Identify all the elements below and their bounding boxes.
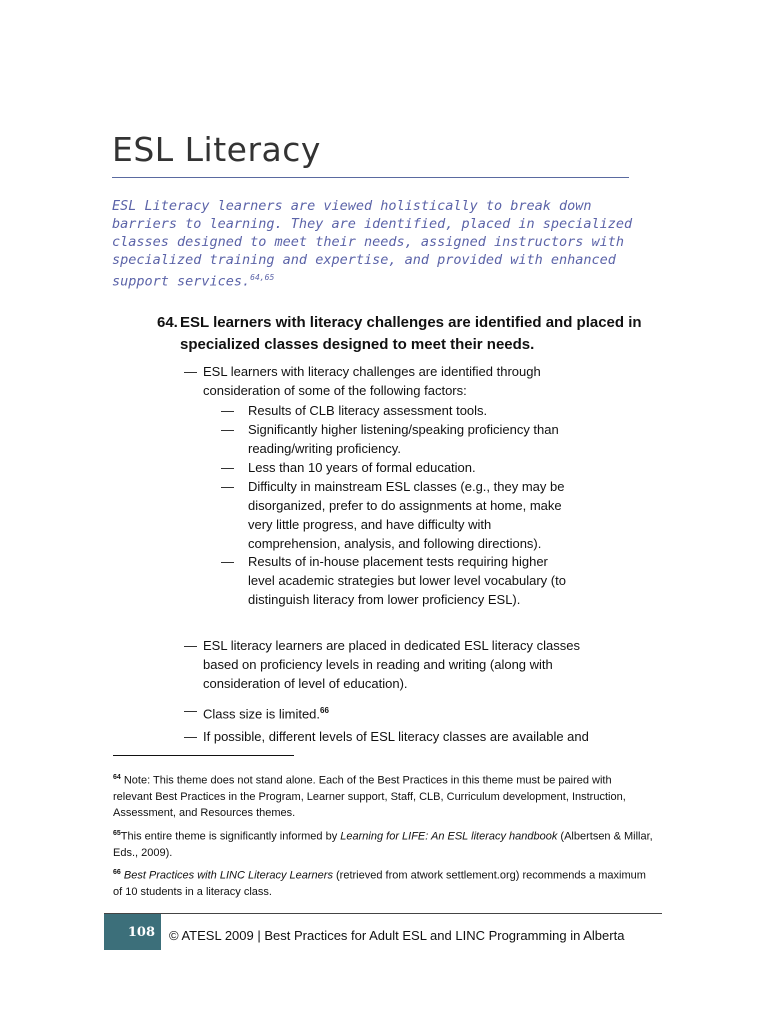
sub-bullet-text: Significantly higher listening/speaking proficiency than reading/writing proficiency. [248, 422, 559, 456]
footnote-number: 66 [113, 869, 121, 876]
best-practice-number: 64. [157, 314, 178, 331]
bullet-dash: — [221, 422, 234, 437]
footnote-number: 65 [113, 830, 121, 837]
sub-bullet [221, 477, 571, 553]
page-title: ESL Literacy [112, 130, 321, 169]
intro-footnote-refs: 64,65 [250, 273, 275, 282]
footnote-text: This entire theme is significantly informed by [120, 830, 341, 843]
bullet-dash: — [221, 403, 234, 418]
sub-bullet [221, 552, 571, 609]
intro-paragraph [112, 197, 647, 291]
bullet-text: Class size is limited. [203, 706, 321, 722]
bullet-dash: — [184, 703, 197, 718]
bullet-dash: — [221, 460, 234, 475]
bullet-text: If possible, different levels of ESL literacy classes are available and [203, 729, 589, 744]
footnote-64 [113, 770, 653, 821]
sub-bullet [221, 420, 571, 458]
footnote-text: (retrieved from atwork settlement.org) recommends a maximum of 10 students in a literacy class. [113, 869, 646, 898]
footnote-66 [113, 865, 653, 900]
footer-divider [104, 913, 662, 914]
page-number: 108 [127, 924, 155, 940]
best-practice-title: ESL learners with literacy challenges are identified and placed in specialized classes designed to meet their needs. [180, 314, 642, 353]
sub-bullet-text: Results of CLB literacy assessment tools. [248, 403, 488, 418]
bullet-dash: — [184, 364, 197, 379]
footnote-65 [113, 826, 653, 861]
footnote-ref: 66 [320, 706, 329, 715]
bullet-text: ESL literacy learners are placed in dedicated ESL literacy classes based on proficiency levels in reading and writing (along with consideration of level of education). [203, 638, 580, 691]
bullet-identification [184, 362, 614, 400]
footnote-text: (Albertsen & Millar, Eds., 2009). [113, 830, 653, 859]
sub-bullet [221, 401, 571, 420]
bullet-dash: — [221, 554, 234, 569]
footnote-citation-title: Best Practices with LINC Literacy Learners [123, 869, 333, 882]
bullet-placement [184, 636, 614, 693]
bullet-dash: — [184, 638, 197, 653]
sub-bullet [221, 458, 571, 477]
bullet-dash: — [184, 729, 197, 744]
page-number-box [104, 914, 161, 950]
title-divider [112, 177, 629, 178]
sub-bullet-text: Difficulty in mainstream ESL classes (e.g., they may be disorganized, prefer to do assignments at home, make very little progress, and have difficulty with comprehension, analysis, and following directions). [248, 479, 565, 551]
footnote-divider [113, 755, 294, 756]
bullet-levels [184, 727, 614, 746]
footnote-text: Note: This theme does not stand alone. Each of the Best Practices in this theme must be paired with relevant Best Practices in the Program, Learner support, Staff, CLB, Curriculum development, Instruction, Assessment, and Resources themes. [113, 774, 626, 819]
intro-text: ESL Literacy learners are viewed holistically to break down barriers to learning. They are identified, placed in specialized classes designed to meet their needs, assigned instructors with specialized training and expertise, and provided with enhanced support services. [112, 198, 633, 290]
sub-bullet-text: Results of in-house placement tests requiring higher level academic strategies but lower level vocabulary (to distinguish literacy from lower proficiency ESL). [248, 554, 566, 607]
bullet-text: ESL learners with literacy challenges are identified through consideration of some of the following factors: [203, 364, 541, 398]
footer-text: © ATESL 2009 | Best Practices for Adult ESL and LINC Programming in Alberta [169, 928, 625, 943]
sub-bullet-text: Less than 10 years of formal education. [248, 460, 476, 475]
bullet-dash: — [221, 479, 234, 494]
footnote-number: 64 [113, 774, 121, 781]
footnote-citation-title: Learning for LIFE: An ESL literacy handbook [340, 830, 558, 843]
best-practice-heading [157, 312, 657, 356]
bullet-class-size [184, 701, 614, 723]
